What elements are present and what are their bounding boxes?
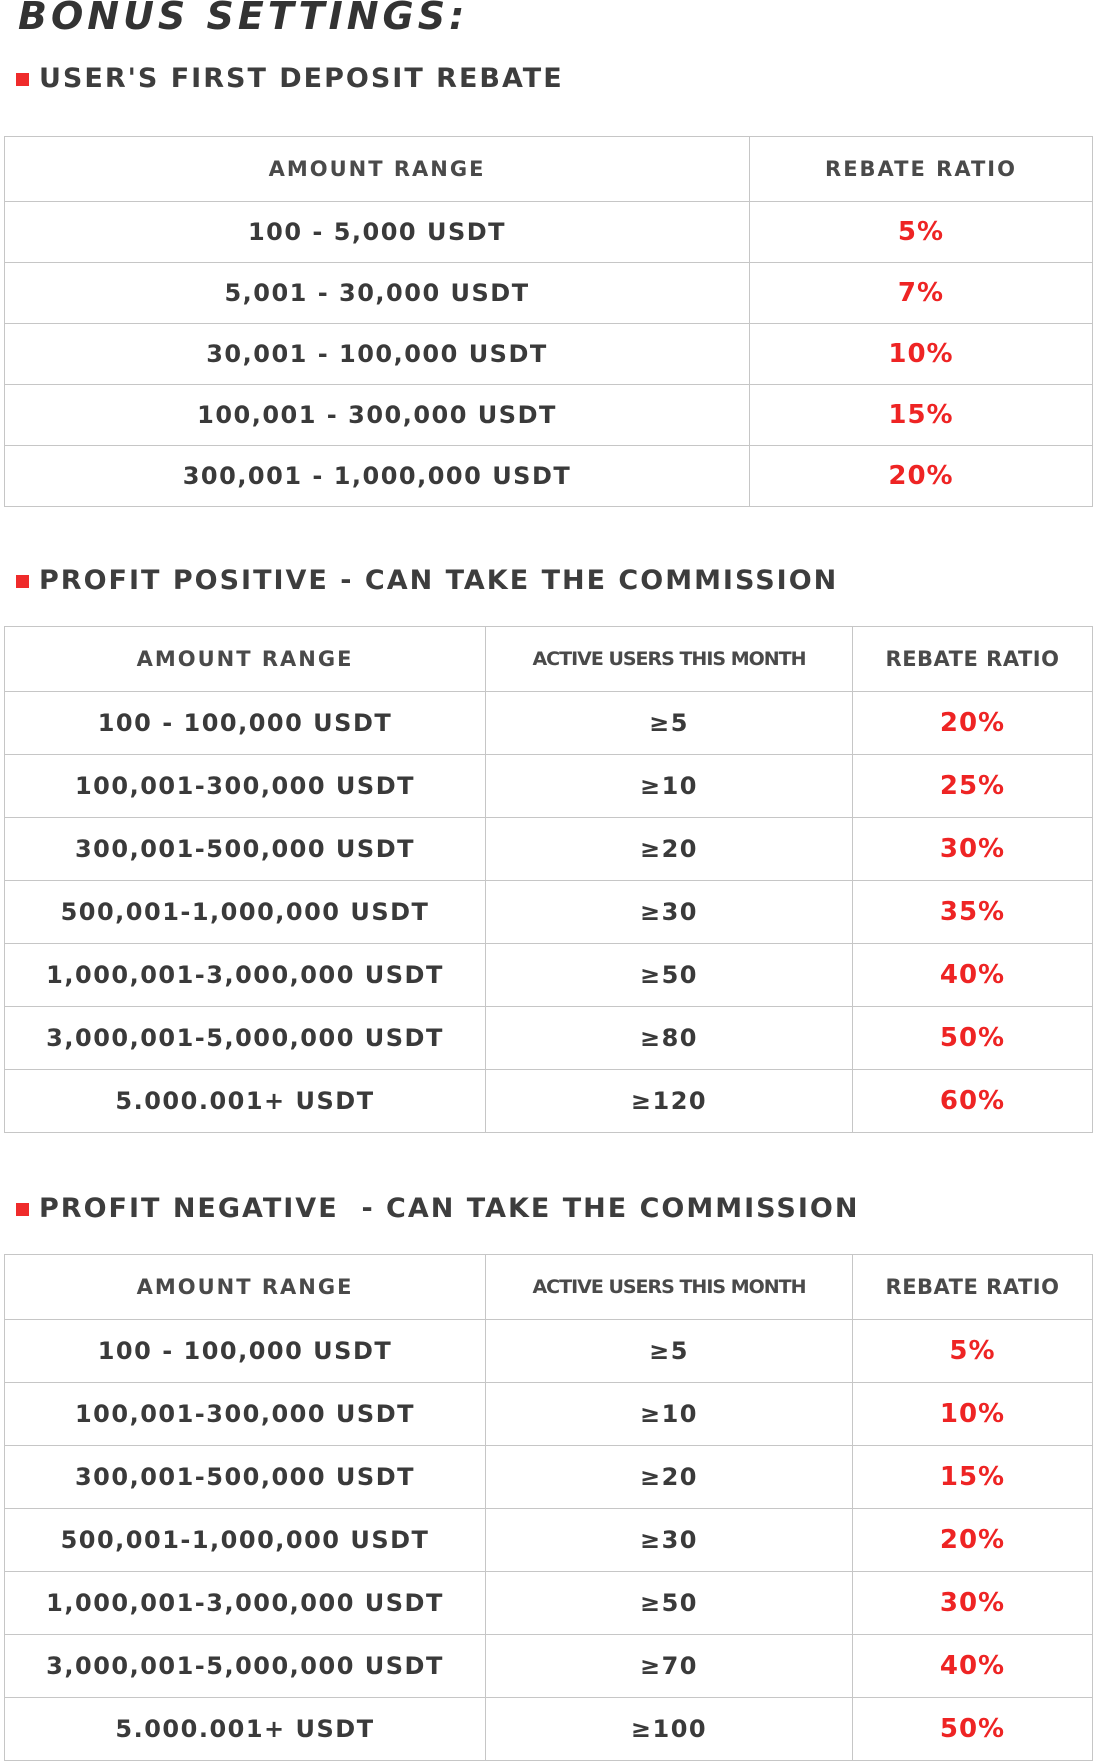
amount-range-cell: 300,001-500,000 USDT	[5, 1446, 486, 1509]
amount-range-cell: 300,001-500,000 USDT	[5, 818, 486, 881]
section-heading-profit-negative	[16, 1192, 859, 1226]
profit-negative-table	[4, 1254, 1093, 1761]
header-active-users: ACTIVE USERS THIS MONTH	[486, 627, 853, 692]
rebate-ratio-cell: 40%	[853, 1635, 1093, 1698]
rebate-ratio-cell: 50%	[853, 1007, 1093, 1070]
amount-range-cell: 100 - 5,000 USDT	[5, 202, 750, 263]
table-row	[5, 202, 1093, 263]
active-users-cell: ≥5	[486, 692, 853, 755]
active-users-cell: ≥120	[486, 1070, 853, 1133]
active-users-cell: ≥70	[486, 1635, 853, 1698]
table-row	[5, 1509, 1093, 1572]
table-row	[5, 881, 1093, 944]
red-square-bullet-icon	[16, 1203, 29, 1216]
table-row	[5, 818, 1093, 881]
section-heading-label: PROFIT POSITIVE - CAN TAKE THE COMMISSION	[39, 565, 839, 596]
amount-range-cell: 100,001 - 300,000 USDT	[5, 385, 750, 446]
rebate-ratio-cell: 5%	[750, 202, 1093, 263]
header-amount-range: AMOUNT RANGE	[5, 627, 486, 692]
page-title: BONUS SETTINGS:	[18, 0, 469, 38]
header-amount-range: AMOUNT RANGE	[5, 1255, 486, 1320]
table-row	[5, 755, 1093, 818]
header-amount-range: AMOUNT RANGE	[5, 137, 750, 202]
rebate-ratio-cell: 20%	[853, 692, 1093, 755]
rebate-ratio-cell: 15%	[750, 385, 1093, 446]
section-heading-profit-positive	[16, 564, 838, 598]
table-header-row	[5, 627, 1093, 692]
table-row	[5, 1446, 1093, 1509]
table-header-row	[5, 137, 1093, 202]
header-rebate-ratio: REBATE RATIO	[750, 137, 1093, 202]
header-active-users: ACTIVE USERS THIS MONTH	[486, 1255, 853, 1320]
amount-range-cell: 1,000,001-3,000,000 USDT	[5, 944, 486, 1007]
amount-range-cell: 500,001-1,000,000 USDT	[5, 881, 486, 944]
active-users-cell: ≥20	[486, 818, 853, 881]
rebate-ratio-cell: 5%	[853, 1320, 1093, 1383]
red-square-bullet-icon	[16, 575, 29, 588]
amount-range-cell: 30,001 - 100,000 USDT	[5, 324, 750, 385]
rebate-ratio-cell: 35%	[853, 881, 1093, 944]
amount-range-cell: 1,000,001-3,000,000 USDT	[5, 1572, 486, 1635]
table-row	[5, 1635, 1093, 1698]
section-heading-label: PROFIT NEGATIVE - CAN TAKE THE COMMISSION	[39, 1193, 860, 1224]
active-users-cell: ≥100	[486, 1698, 853, 1761]
table-row	[5, 1007, 1093, 1070]
table-row	[5, 1572, 1093, 1635]
rebate-ratio-cell: 50%	[853, 1698, 1093, 1761]
amount-range-cell: 5.000.001+ USDT	[5, 1070, 486, 1133]
rebate-ratio-cell: 7%	[750, 263, 1093, 324]
active-users-cell: ≥30	[486, 881, 853, 944]
amount-range-cell: 300,001 - 1,000,000 USDT	[5, 446, 750, 507]
amount-range-cell: 100,001-300,000 USDT	[5, 755, 486, 818]
active-users-cell: ≥10	[486, 755, 853, 818]
table-row	[5, 324, 1093, 385]
amount-range-cell: 100 - 100,000 USDT	[5, 692, 486, 755]
table-row	[5, 1320, 1093, 1383]
active-users-cell: ≥10	[486, 1383, 853, 1446]
active-users-cell: ≥30	[486, 1509, 853, 1572]
amount-range-cell: 5.000.001+ USDT	[5, 1698, 486, 1761]
active-users-cell: ≥50	[486, 944, 853, 1007]
amount-range-cell: 100 - 100,000 USDT	[5, 1320, 486, 1383]
table-row	[5, 385, 1093, 446]
rebate-ratio-cell: 30%	[853, 818, 1093, 881]
active-users-cell: ≥50	[486, 1572, 853, 1635]
section-heading-label: USER'S FIRST DEPOSIT REBATE	[39, 63, 564, 94]
section-heading-first-deposit	[16, 62, 564, 96]
rebate-ratio-cell: 15%	[853, 1446, 1093, 1509]
red-square-bullet-icon	[16, 73, 29, 86]
table-row	[5, 1070, 1093, 1133]
first-deposit-rebate-table	[4, 136, 1093, 507]
rebate-ratio-cell: 40%	[853, 944, 1093, 1007]
amount-range-cell: 5,001 - 30,000 USDT	[5, 263, 750, 324]
active-users-cell: ≥80	[486, 1007, 853, 1070]
amount-range-cell: 100,001-300,000 USDT	[5, 1383, 486, 1446]
rebate-ratio-cell: 20%	[853, 1509, 1093, 1572]
rebate-ratio-cell: 30%	[853, 1572, 1093, 1635]
rebate-ratio-cell: 10%	[853, 1383, 1093, 1446]
rebate-ratio-cell: 20%	[750, 446, 1093, 507]
table-row	[5, 1698, 1093, 1761]
rebate-ratio-cell: 60%	[853, 1070, 1093, 1133]
table-row	[5, 692, 1093, 755]
table-header-row	[5, 1255, 1093, 1320]
table-row	[5, 263, 1093, 324]
profit-positive-table	[4, 626, 1093, 1133]
table-row	[5, 944, 1093, 1007]
rebate-ratio-cell: 10%	[750, 324, 1093, 385]
amount-range-cell: 500,001-1,000,000 USDT	[5, 1509, 486, 1572]
active-users-cell: ≥5	[486, 1320, 853, 1383]
rebate-ratio-cell: 25%	[853, 755, 1093, 818]
header-rebate-ratio: REBATE RATIO	[853, 1255, 1093, 1320]
amount-range-cell: 3,000,001-5,000,000 USDT	[5, 1007, 486, 1070]
active-users-cell: ≥20	[486, 1446, 853, 1509]
table-row	[5, 446, 1093, 507]
table-row	[5, 1383, 1093, 1446]
amount-range-cell: 3,000,001-5,000,000 USDT	[5, 1635, 486, 1698]
header-rebate-ratio: REBATE RATIO	[853, 627, 1093, 692]
